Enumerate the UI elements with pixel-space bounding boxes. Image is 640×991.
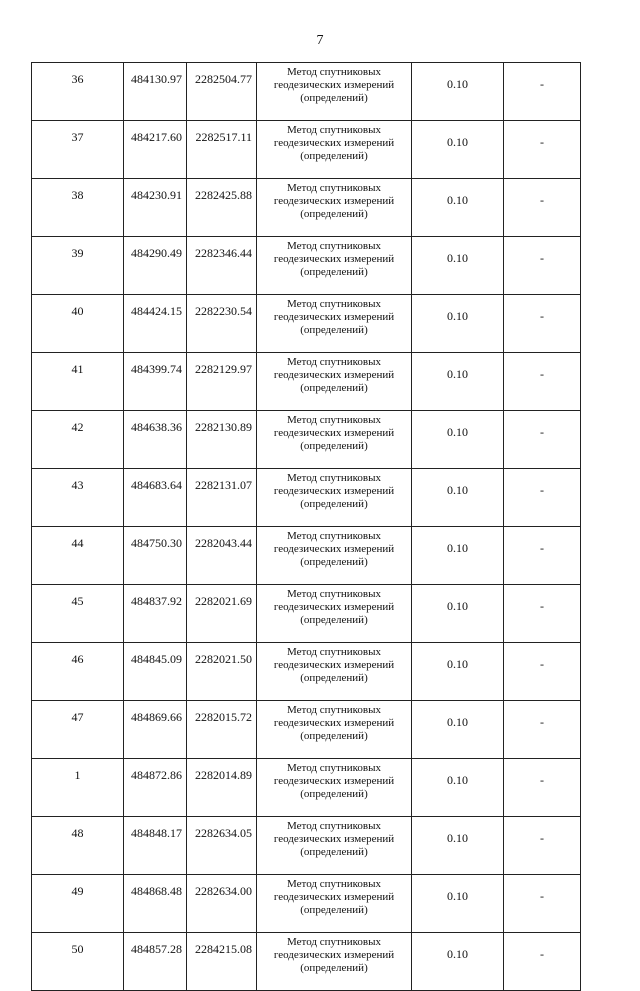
method-line: геодезических измерений bbox=[273, 79, 395, 91]
x-coordinate-cell: 484290.49 bbox=[124, 237, 187, 295]
method-line: (определений) bbox=[300, 846, 368, 858]
method-line: (определений) bbox=[300, 498, 368, 510]
method-line: Метод спутниковых bbox=[287, 762, 381, 774]
x-coordinate-cell: 484424.15 bbox=[124, 295, 187, 353]
coordinates-table-body bbox=[32, 63, 581, 991]
method-line: геодезических измерений bbox=[273, 601, 395, 613]
table-row bbox=[32, 63, 581, 121]
point-number-cell: 47 bbox=[32, 701, 124, 759]
y-coordinate-cell: 2282043.44 bbox=[187, 527, 257, 585]
note-cell: - bbox=[504, 585, 581, 643]
point-number-cell: 42 bbox=[32, 411, 124, 469]
point-number-cell: 41 bbox=[32, 353, 124, 411]
method-cell bbox=[257, 469, 412, 527]
table-row bbox=[32, 411, 581, 469]
note-cell: - bbox=[504, 179, 581, 237]
y-coordinate-cell: 2282634.00 bbox=[187, 875, 257, 933]
method-line: (определений) bbox=[300, 208, 368, 220]
method-line: Метод спутниковых bbox=[287, 588, 381, 600]
method-cell bbox=[257, 701, 412, 759]
y-coordinate-cell: 2284215.08 bbox=[187, 933, 257, 991]
point-number-cell: 38 bbox=[32, 179, 124, 237]
method-cell bbox=[257, 353, 412, 411]
note-cell: - bbox=[504, 817, 581, 875]
method-line: (определений) bbox=[300, 266, 368, 278]
point-number-cell: 39 bbox=[32, 237, 124, 295]
accuracy-cell: 0.10 bbox=[412, 295, 504, 353]
method-line: (определений) bbox=[300, 962, 368, 974]
x-coordinate-cell: 484399.74 bbox=[124, 353, 187, 411]
x-coordinate-cell: 484857.28 bbox=[124, 933, 187, 991]
x-coordinate-cell: 484230.91 bbox=[124, 179, 187, 237]
method-line: Метод спутниковых bbox=[287, 704, 381, 716]
note-cell: - bbox=[504, 643, 581, 701]
table-row bbox=[32, 643, 581, 701]
method-cell bbox=[257, 759, 412, 817]
accuracy-cell: 0.10 bbox=[412, 875, 504, 933]
point-number-cell: 49 bbox=[32, 875, 124, 933]
method-line: геодезических измерений bbox=[273, 253, 395, 265]
accuracy-cell: 0.10 bbox=[412, 643, 504, 701]
method-line: Метод спутниковых bbox=[287, 646, 381, 658]
table-row bbox=[32, 701, 581, 759]
table-row bbox=[32, 933, 581, 991]
y-coordinate-cell: 2282230.54 bbox=[187, 295, 257, 353]
method-cell bbox=[257, 875, 412, 933]
method-line: геодезических измерений bbox=[273, 485, 395, 497]
point-number-cell: 50 bbox=[32, 933, 124, 991]
x-coordinate-cell: 484845.09 bbox=[124, 643, 187, 701]
y-coordinate-cell: 2282346.44 bbox=[187, 237, 257, 295]
note-cell: - bbox=[504, 759, 581, 817]
method-line: (определений) bbox=[300, 556, 368, 568]
note-cell: - bbox=[504, 121, 581, 179]
x-coordinate-cell: 484848.17 bbox=[124, 817, 187, 875]
accuracy-cell: 0.10 bbox=[412, 411, 504, 469]
method-line: Метод спутниковых bbox=[287, 240, 381, 252]
x-coordinate-cell: 484869.66 bbox=[124, 701, 187, 759]
table-row bbox=[32, 179, 581, 237]
table-row bbox=[32, 353, 581, 411]
method-line: геодезических измерений bbox=[273, 833, 395, 845]
method-line: (определений) bbox=[300, 614, 368, 626]
method-line: (определений) bbox=[300, 324, 368, 336]
y-coordinate-cell: 2282517.11 bbox=[187, 121, 257, 179]
method-cell bbox=[257, 585, 412, 643]
method-cell bbox=[257, 411, 412, 469]
method-line: геодезических измерений bbox=[273, 717, 395, 729]
method-line: геодезических измерений bbox=[273, 195, 395, 207]
method-line: (определений) bbox=[300, 788, 368, 800]
method-line: геодезических измерений bbox=[273, 659, 395, 671]
point-number-cell: 36 bbox=[32, 63, 124, 121]
method-line: Метод спутниковых bbox=[287, 414, 381, 426]
x-coordinate-cell: 484750.30 bbox=[124, 527, 187, 585]
accuracy-cell: 0.10 bbox=[412, 469, 504, 527]
x-coordinate-cell: 484872.86 bbox=[124, 759, 187, 817]
y-coordinate-cell: 2282021.69 bbox=[187, 585, 257, 643]
accuracy-cell: 0.10 bbox=[412, 759, 504, 817]
accuracy-cell: 0.10 bbox=[412, 527, 504, 585]
table-row bbox=[32, 875, 581, 933]
x-coordinate-cell: 484130.97 bbox=[124, 63, 187, 121]
y-coordinate-cell: 2282131.07 bbox=[187, 469, 257, 527]
page-number: 7 bbox=[316, 33, 324, 48]
method-cell bbox=[257, 63, 412, 121]
y-coordinate-cell: 2282129.97 bbox=[187, 353, 257, 411]
accuracy-cell: 0.10 bbox=[412, 353, 504, 411]
y-coordinate-cell: 2282014.89 bbox=[187, 759, 257, 817]
point-number-cell: 44 bbox=[32, 527, 124, 585]
method-line: геодезических измерений bbox=[273, 543, 395, 555]
x-coordinate-cell: 484217.60 bbox=[124, 121, 187, 179]
method-line: геодезических измерений bbox=[273, 427, 395, 439]
method-line: Метод спутниковых bbox=[287, 936, 381, 948]
method-line: Метод спутниковых bbox=[287, 124, 381, 136]
x-coordinate-cell: 484837.92 bbox=[124, 585, 187, 643]
method-line: (определений) bbox=[300, 440, 368, 452]
y-coordinate-cell: 2282634.05 bbox=[187, 817, 257, 875]
accuracy-cell: 0.10 bbox=[412, 121, 504, 179]
accuracy-cell: 0.10 bbox=[412, 933, 504, 991]
method-line: Метод спутниковых bbox=[287, 820, 381, 832]
note-cell: - bbox=[504, 295, 581, 353]
method-line: Метод спутниковых bbox=[287, 472, 381, 484]
method-line: (определений) bbox=[300, 672, 368, 684]
accuracy-cell: 0.10 bbox=[412, 63, 504, 121]
note-cell: - bbox=[504, 411, 581, 469]
method-line: геодезических измерений bbox=[273, 369, 395, 381]
accuracy-cell: 0.10 bbox=[412, 585, 504, 643]
method-line: Метод спутниковых bbox=[287, 182, 381, 194]
method-line: геодезических измерений bbox=[273, 949, 395, 961]
table-row bbox=[32, 237, 581, 295]
method-cell bbox=[257, 933, 412, 991]
method-line: (определений) bbox=[300, 92, 368, 104]
method-line: (определений) bbox=[300, 382, 368, 394]
method-line: геодезических измерений bbox=[273, 891, 395, 903]
y-coordinate-cell: 2282425.88 bbox=[187, 179, 257, 237]
method-line: (определений) bbox=[300, 730, 368, 742]
method-cell bbox=[257, 121, 412, 179]
method-cell bbox=[257, 295, 412, 353]
note-cell: - bbox=[504, 701, 581, 759]
table-row bbox=[32, 121, 581, 179]
method-cell bbox=[257, 643, 412, 701]
point-number-cell: 43 bbox=[32, 469, 124, 527]
method-line: геодезических измерений bbox=[273, 311, 395, 323]
y-coordinate-cell: 2282130.89 bbox=[187, 411, 257, 469]
table-row bbox=[32, 585, 581, 643]
table-row bbox=[32, 759, 581, 817]
method-line: (определений) bbox=[300, 150, 368, 162]
point-number-cell: 45 bbox=[32, 585, 124, 643]
table-row bbox=[32, 295, 581, 353]
point-number-cell: 1 bbox=[32, 759, 124, 817]
method-cell bbox=[257, 527, 412, 585]
y-coordinate-cell: 2282021.50 bbox=[187, 643, 257, 701]
method-cell bbox=[257, 817, 412, 875]
x-coordinate-cell: 484868.48 bbox=[124, 875, 187, 933]
y-coordinate-cell: 2282504.77 bbox=[187, 63, 257, 121]
accuracy-cell: 0.10 bbox=[412, 237, 504, 295]
accuracy-cell: 0.10 bbox=[412, 817, 504, 875]
point-number-cell: 37 bbox=[32, 121, 124, 179]
accuracy-cell: 0.10 bbox=[412, 179, 504, 237]
method-line: геодезических измерений bbox=[273, 775, 395, 787]
note-cell: - bbox=[504, 875, 581, 933]
table-row bbox=[32, 469, 581, 527]
coordinates-table bbox=[31, 62, 581, 991]
x-coordinate-cell: 484638.36 bbox=[124, 411, 187, 469]
x-coordinate-cell: 484683.64 bbox=[124, 469, 187, 527]
accuracy-cell: 0.10 bbox=[412, 701, 504, 759]
note-cell: - bbox=[504, 527, 581, 585]
method-line: Метод спутниковых bbox=[287, 530, 381, 542]
note-cell: - bbox=[504, 237, 581, 295]
table-row bbox=[32, 527, 581, 585]
note-cell: - bbox=[504, 933, 581, 991]
method-line: Метод спутниковых bbox=[287, 356, 381, 368]
point-number-cell: 40 bbox=[32, 295, 124, 353]
method-line: Метод спутниковых bbox=[287, 878, 381, 890]
note-cell: - bbox=[504, 353, 581, 411]
method-line: Метод спутниковых bbox=[287, 298, 381, 310]
method-line: (определений) bbox=[300, 904, 368, 916]
point-number-cell: 48 bbox=[32, 817, 124, 875]
y-coordinate-cell: 2282015.72 bbox=[187, 701, 257, 759]
method-line: Метод спутниковых bbox=[287, 66, 381, 78]
method-line: геодезических измерений bbox=[273, 137, 395, 149]
table-row bbox=[32, 817, 581, 875]
point-number-cell: 46 bbox=[32, 643, 124, 701]
note-cell: - bbox=[504, 469, 581, 527]
note-cell: - bbox=[504, 63, 581, 121]
method-cell bbox=[257, 179, 412, 237]
method-cell bbox=[257, 237, 412, 295]
